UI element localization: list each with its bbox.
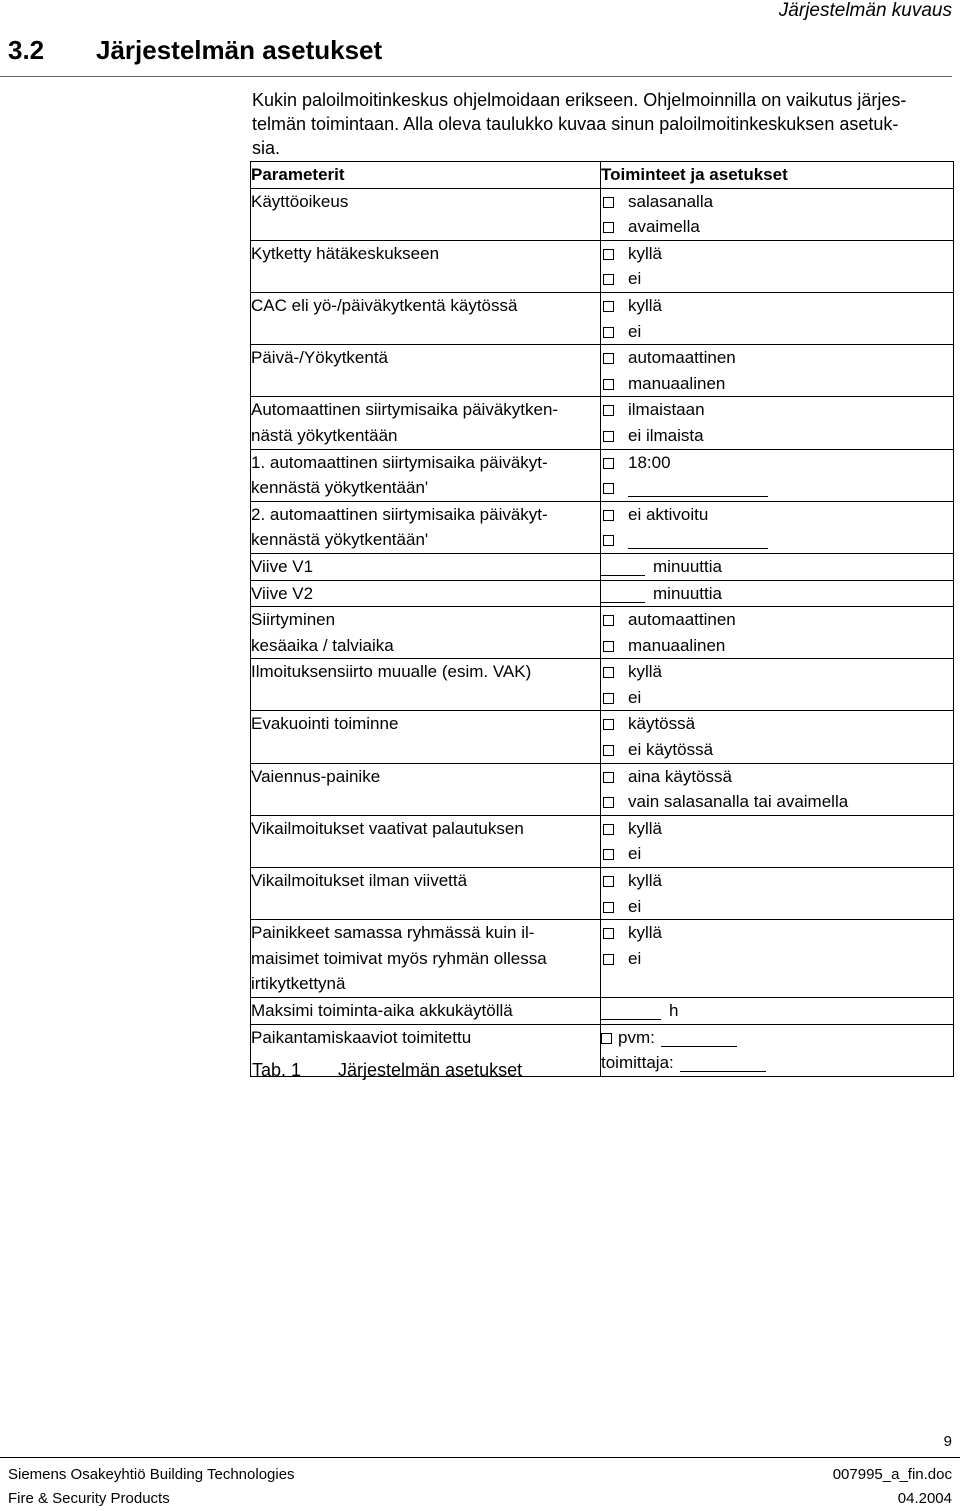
option-item [601,633,953,659]
table-header-row [251,162,954,189]
option-item [601,789,953,815]
option-label: ei [628,687,642,707]
checkbox-icon[interactable] [603,615,614,626]
fill-in-line [601,581,953,607]
options-cell [601,920,954,998]
options-cell [601,397,954,449]
intro-line: sia. [252,138,281,158]
checkbox-icon[interactable] [603,327,614,338]
option-item [601,189,953,215]
parameter-cell [251,607,601,659]
option-label: kyllä [628,243,663,263]
option-label: manuaalinen [628,373,726,393]
parameter-label: kennästä yökytkentään' [251,478,429,498]
parameter-label: nästä yökytkentään [251,425,398,445]
options-cell [601,868,954,920]
fill-in-line [601,998,953,1024]
caption-label: Tab. 1 [252,1060,302,1080]
option-label: vain salasanalla tai avaimella [628,792,849,812]
options-cell [601,553,954,580]
checkbox-icon[interactable] [603,667,614,678]
date-entry [601,1025,953,1051]
option-label: automaattinen [628,348,736,368]
page-number: 9 [943,1433,952,1450]
table-row [251,580,954,607]
unit-label: minuuttia [653,583,722,603]
checkbox-icon[interactable] [603,876,614,887]
option-item [601,659,953,685]
footer-division: Fire & Security Products [8,1490,170,1507]
unit-label: minuuttia [653,556,722,576]
options-cell [601,449,954,501]
checkbox-icon[interactable] [603,902,614,913]
options-cell [601,607,954,659]
footer-left [8,1463,295,1511]
parameter-cell [251,763,601,815]
option-label: ei [628,844,642,864]
fill-in-blank[interactable] [661,1028,737,1047]
options-cell [601,998,954,1025]
option-label: ei ilmaista [628,425,704,445]
parameter-cell [251,580,601,607]
intro-line: Kukin paloilmoitinkeskus ohjelmoidaan erikseen. Ohjelmoinnilla on vaikutus järjes- [252,90,907,110]
option-item [601,502,953,528]
checkbox-icon[interactable] [603,928,614,939]
parameter-label: kennästä yökytkentään' [251,530,429,550]
option-item [601,737,953,763]
option-label: ei [628,896,642,916]
checkbox-icon[interactable] [603,405,614,416]
option-item [601,816,953,842]
option-item-custom [601,475,953,501]
options-cell [601,659,954,711]
parameter-label: irtikytkettynä [251,974,346,994]
option-label: manuaalinen [628,635,726,655]
table-row [251,397,954,449]
table-row [251,998,954,1025]
table-row [251,501,954,553]
footer-doc-id: 007995_a_fin.doc [832,1466,952,1483]
parameter-label: Vikailmoitukset vaativat palautuksen [251,818,524,838]
options-cell [601,815,954,867]
footer-company: Siemens Osakeyhtiö Building Technologies [8,1466,295,1483]
checkbox-icon[interactable] [603,693,614,704]
option-item [601,371,953,397]
checkbox-icon[interactable] [603,353,614,364]
option-item [601,920,953,946]
fill-in-blank[interactable] [601,1001,661,1020]
table-caption [252,1058,522,1082]
parameter-label: Evakuointi toiminne [251,714,399,734]
option-label: kyllä [628,662,663,682]
checkbox-icon[interactable] [603,301,614,312]
options-cell [601,345,954,397]
fill-in-blank[interactable] [601,584,645,603]
running-header: Järjestelmän kuvaus [778,0,952,21]
options-cell [601,292,954,344]
option-label: 18:00 [628,452,671,472]
option-item [601,345,953,371]
options-cell [601,763,954,815]
option-label: ei aktivoitu [628,504,709,524]
option-item [601,946,953,972]
parameter-cell [251,397,601,449]
checkbox-icon[interactable] [603,849,614,860]
footer-right [833,1463,952,1511]
option-item [601,266,953,292]
checkbox-icon[interactable] [603,824,614,835]
table-row [251,659,954,711]
checkbox-icon[interactable] [603,197,614,208]
checkbox-icon[interactable] [603,719,614,730]
options-cell [601,240,954,292]
parameter-label: Ilmoituksensiirto muualle (esim. VAK) [251,662,532,682]
table-row [251,763,954,815]
option-item [601,397,953,423]
table-row [251,449,954,501]
checkbox-icon[interactable] [603,379,614,390]
table-row [251,188,954,240]
options-cell [601,501,954,553]
table-row [251,868,954,920]
option-item [601,711,953,737]
parameter-label: CAC eli yö-/päiväkytkentä käytössä [251,295,518,315]
section-title: Järjestelmän asetukset [96,35,383,65]
option-label: kyllä [628,818,663,838]
table-row [251,607,954,659]
option-item [601,841,953,867]
footer-rule [0,1457,960,1458]
checkbox-icon[interactable] [603,641,614,652]
options-cell [601,1024,954,1076]
parameter-label: Paikantamiskaaviot toimitettu [251,1027,472,1047]
supplier-entry [601,1050,953,1076]
option-item [601,450,953,476]
header-rule [0,76,952,77]
checkbox-icon[interactable] [603,797,614,808]
fill-in-blank[interactable] [628,478,768,497]
parameter-cell [251,449,601,501]
option-item [601,685,953,711]
settings-table [250,161,954,1077]
option-label: ei [628,269,642,289]
checkbox-icon[interactable] [603,535,614,546]
options-cell [601,580,954,607]
supplier-label: toimittaja: [601,1053,674,1073]
option-label: automaattinen [628,610,736,630]
parameter-cell [251,501,601,553]
table-row [251,920,954,998]
parameter-label: 2. automaattinen siirtymisaika päiväkyt- [251,504,548,524]
option-label: kyllä [628,295,663,315]
parameter-cell [251,553,601,580]
parameter-cell [251,868,601,920]
option-label: salasanalla [628,191,714,211]
parameter-label: Vikailmoitukset ilman viivettä [251,871,468,891]
settings-table-body [251,188,954,1076]
option-label: ilmaistaan [628,400,705,420]
table-row [251,711,954,763]
parameter-cell [251,188,601,240]
parameter-cell [251,815,601,867]
date-label: pvm: [618,1027,655,1047]
table-row [251,292,954,344]
checkbox-icon[interactable] [603,745,614,756]
option-item-custom [601,527,953,553]
option-label: avaimella [628,217,700,237]
table-row [251,345,954,397]
options-column-header: Toiminteet ja asetukset [601,162,954,189]
option-item [601,423,953,449]
parameter-label: Viive V2 [251,583,314,603]
parameter-label: maisimet toimivat myös ryhmän ollessa [251,948,547,968]
parameter-cell [251,711,601,763]
option-label: kyllä [628,923,663,943]
parameter-label: Käyttöoikeus [251,191,349,211]
section-number: 3.2 [8,35,45,65]
fill-in-blank[interactable] [601,557,645,576]
option-item [601,214,953,240]
table-row [251,815,954,867]
parameter-label: Painikkeet samassa ryhmässä kuin il- [251,923,535,943]
checkbox-icon[interactable] [601,1033,612,1044]
params-column-header: Parameterit [251,162,601,189]
option-item [601,607,953,633]
caption-title: Järjestelmän asetukset [338,1060,523,1080]
checkbox-icon[interactable] [603,249,614,260]
parameter-cell [251,240,601,292]
parameter-cell [251,998,601,1025]
checkbox-icon[interactable] [603,483,614,494]
section-heading [8,34,382,66]
checkbox-icon[interactable] [603,274,614,285]
option-item [601,241,953,267]
checkbox-icon[interactable] [603,954,614,965]
option-item [601,894,953,920]
option-label: käytössä [628,714,696,734]
options-cell [601,188,954,240]
option-label: aina käytössä [628,766,732,786]
parameter-label: Automaattinen siirtymisaika päiväkytken- [251,400,559,420]
fill-in-blank[interactable] [628,530,768,549]
checkbox-icon[interactable] [603,458,614,469]
parameter-label: Siirtyminen [251,610,336,630]
parameter-label: Vaiennus-painike [251,766,381,786]
intro-line: telmän toimintaan. Alla oleva taulukko kuvaa sinun paloilmoitinkeskuksen asetuk- [252,114,899,134]
option-item [601,319,953,345]
intro-paragraph [252,88,942,160]
parameter-cell [251,292,601,344]
option-item [601,868,953,894]
parameter-label: kesäaika / talviaika [251,635,394,655]
table-row [251,553,954,580]
checkbox-icon[interactable] [603,772,614,783]
fill-in-blank[interactable] [680,1053,766,1072]
parameter-cell [251,345,601,397]
parameter-label: Kytketty hätäkeskukseen [251,243,440,263]
parameter-label: Viive V1 [251,556,314,576]
checkbox-icon[interactable] [603,510,614,521]
parameter-label: 1. automaattinen siirtymisaika päiväkyt- [251,452,548,472]
option-label: ei [628,948,642,968]
option-label: kyllä [628,871,663,891]
option-label: ei [628,321,642,341]
option-item [601,293,953,319]
option-item [601,764,953,790]
checkbox-icon[interactable] [603,431,614,442]
unit-label: h [669,1001,679,1020]
parameter-cell [251,659,601,711]
table-row [251,240,954,292]
parameter-cell [251,920,601,998]
parameter-label: Päivä-/Yökytkentä [251,348,389,368]
footer-date: 04.2004 [897,1490,952,1507]
options-cell [601,711,954,763]
fill-in-line [601,554,953,580]
checkbox-icon[interactable] [603,222,614,233]
option-label: ei käytössä [628,740,714,760]
parameter-label: Maksimi toiminta-aika akkukäytöllä [251,1001,513,1020]
